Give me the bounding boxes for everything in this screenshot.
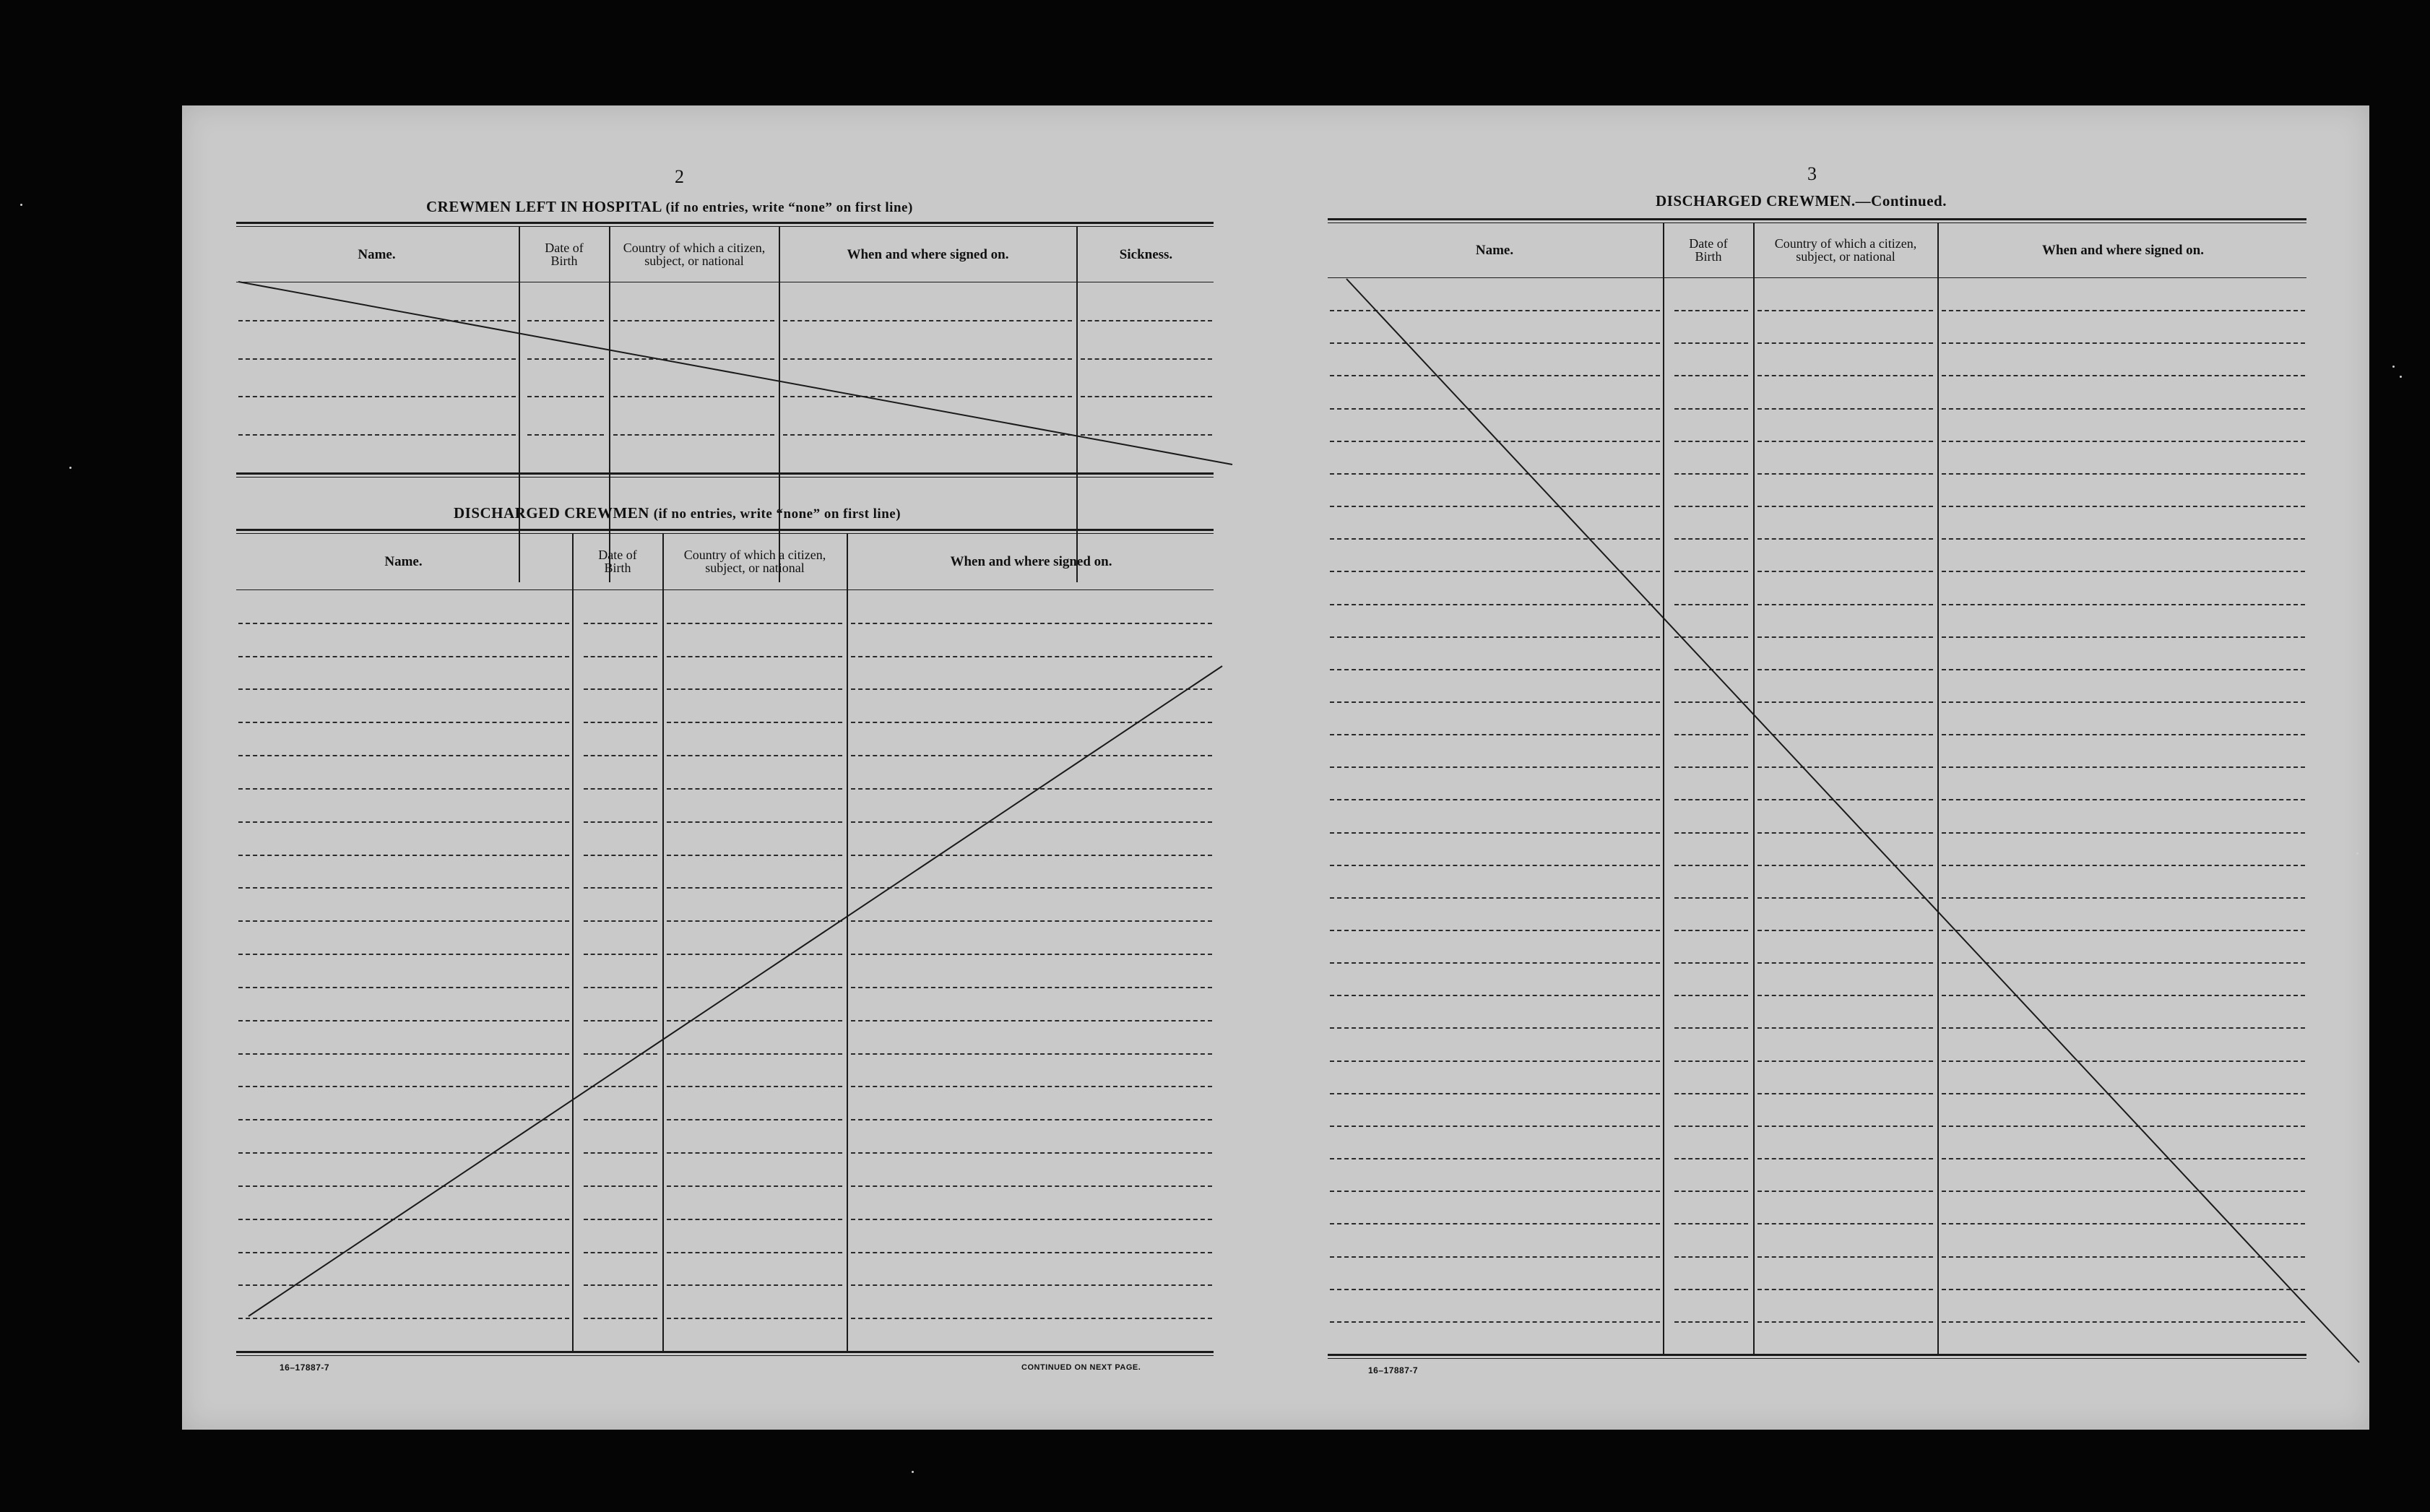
col-sickness: Sickness. xyxy=(1119,246,1173,262)
dust-speck xyxy=(912,1471,914,1473)
col-name: Name. xyxy=(1475,242,1514,258)
page-number-left: 2 xyxy=(675,166,684,187)
cancel-line-discharged-right xyxy=(1346,279,2359,1362)
cancellation-strokes xyxy=(182,105,2369,1430)
dust-speck xyxy=(2392,366,2395,368)
col-country-text: Country of which a citizen, subject, or national xyxy=(1774,236,1917,264)
col-name: Name. xyxy=(384,553,423,569)
form-code-left: 16–17887-7 xyxy=(280,1362,330,1373)
col-signed-on: When and where signed on. xyxy=(950,553,1112,569)
continued-note: CONTINUED ON NEXT PAGE. xyxy=(1021,1363,1141,1372)
hospital-title-note: (if no entries, write “none” on first line) xyxy=(665,200,913,215)
col-country-text: Country of which a citizen, subject, or national xyxy=(623,241,766,268)
hospital-title-text: CREWMEN LEFT IN HOSPITAL xyxy=(426,198,662,215)
col-name: Name. xyxy=(358,246,396,262)
col-dob-text: Date of Birth xyxy=(598,548,637,575)
col-signed-on: When and where signed on. xyxy=(2041,242,2204,258)
dust-speck xyxy=(2400,376,2402,378)
col-country-text: Country of which a citizen, subject, or national xyxy=(683,548,826,575)
col-signed-on: When and where signed on. xyxy=(847,246,1009,262)
discharged-title-text: DISCHARGED CREWMEN xyxy=(454,504,649,522)
col-dob-text: Date of Birth xyxy=(1689,236,1728,264)
cancel-line-discharged-left xyxy=(248,666,1222,1316)
dust-speck xyxy=(2356,852,2358,855)
col-dob-text: Date of Birth xyxy=(545,241,584,268)
discharged-title-note: (if no entries, write “none” on first line) xyxy=(653,506,901,522)
page-number-right: 3 xyxy=(1807,163,1817,184)
discharged-continued-title: DISCHARGED CREWMEN.—Continued. xyxy=(1656,192,1947,209)
dust-speck xyxy=(20,204,22,206)
cancel-line-hospital xyxy=(238,282,1232,465)
form-sheet xyxy=(182,105,2369,1430)
form-code-right: 16–17887-7 xyxy=(1368,1365,1419,1375)
dust-speck xyxy=(69,467,72,469)
